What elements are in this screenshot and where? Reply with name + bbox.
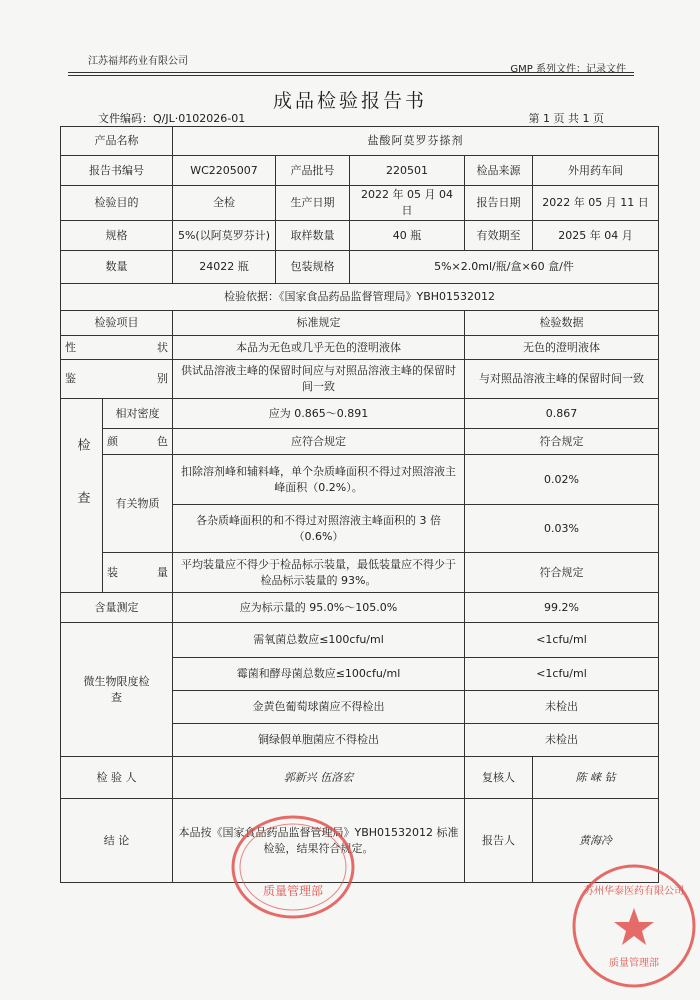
density-row: [61, 399, 659, 429]
product-name-row: [61, 127, 659, 156]
identification-label: 鉴 别: [61, 360, 173, 399]
page-info: 第 1 页 共 1 页: [528, 112, 604, 125]
source-value: 外用药车间: [533, 156, 659, 186]
related-label: 有关物质: [103, 455, 173, 553]
inspector-row: [61, 757, 659, 799]
fill-standard: 平均装量应不得少于检品标示装量，最低装量应不得少于检品标示装量的 93%。: [173, 553, 465, 593]
purpose-label: 检验目的: [61, 186, 173, 221]
assay-standard: 应为标示量的 95.0%～105.0%: [173, 593, 465, 623]
batch-value: 220501: [350, 156, 465, 186]
expiry-label: 有效期至: [465, 221, 533, 251]
col-item: 检验项目: [61, 311, 173, 336]
column-header-row: [61, 311, 659, 336]
color-row: [61, 429, 659, 455]
micro-aerobic-standard: 需氧菌总数应≤100cfu/ml: [173, 623, 465, 658]
report-date-label: 报告日期: [465, 186, 533, 221]
fill-label: 装 量: [103, 553, 173, 593]
appearance-standard: 本品为无色或几乎无色的澄明液体: [173, 336, 465, 360]
report-no-value: WC2205007: [173, 156, 276, 186]
purpose-value: 全检: [173, 186, 276, 221]
header-rule-bottom: [68, 75, 634, 76]
quantity-label: 数量: [61, 251, 173, 284]
file-code: 文件编码：Q/JL·0102026-01: [98, 112, 246, 125]
identification-row: [61, 360, 659, 399]
fill-row: [61, 553, 659, 593]
appearance-row: [61, 336, 659, 360]
micro-staph-standard: 金黄色葡萄球菌应不得检出: [173, 691, 465, 724]
check-label-text: 检查: [74, 437, 90, 544]
report-table: [60, 126, 659, 883]
density-label: 相对密度: [103, 399, 173, 429]
spec-label: 规格: [61, 221, 173, 251]
quantity-row: [61, 251, 659, 284]
star-icon: [614, 908, 654, 945]
report-no-label: 报告书编号: [61, 156, 173, 186]
appearance-result: 无色的澄明液体: [465, 336, 659, 360]
reporter-signature: 黄海冷: [533, 799, 659, 883]
report-date-value: 2022 年 05 月 11 日: [533, 186, 659, 221]
fill-result: 符合规定: [465, 553, 659, 593]
quality-dept-stamp-text: 质量管理部: [262, 884, 324, 898]
sample-qty-label: 取样数量: [276, 221, 350, 251]
product-name-value: 盐酸阿莫罗芬搽剂: [173, 127, 659, 156]
header-rule-top: [68, 72, 634, 73]
source-label: 检品来源: [465, 156, 533, 186]
prod-date-value: 2022 年 05 月 04 日: [350, 186, 465, 221]
inspector-label: 检 验 人: [61, 757, 173, 799]
related-standard-1: 扣除溶剂峰和辅料峰，单个杂质峰面积不得过对照溶液主峰面积（0.2%）。: [173, 455, 465, 505]
appearance-label: 性 状: [61, 336, 173, 360]
doc-type-header: GMP 系列文件：记录文件: [510, 64, 626, 75]
report-no-row: [61, 156, 659, 186]
color-label: 颜 色: [103, 429, 173, 455]
assay-label: 含量测定: [61, 593, 173, 623]
micro-yeast-standard: 霉菌和酵母菌总数应≤100cfu/ml: [173, 658, 465, 691]
purpose-row: [61, 186, 659, 221]
spec-value: 5%(以阿莫罗芬计): [173, 221, 276, 251]
micro-pseudo-standard: 铜绿假单胞菌应不得检出: [173, 724, 465, 757]
micro-staph-result: 未检出: [465, 691, 659, 724]
reviewer-signature: 陈 崃 钻: [533, 757, 659, 799]
product-name-label: 产品名称: [61, 127, 173, 156]
company-seal-text: 苏州华泰医药有限公司: [584, 886, 684, 897]
basis-text: 检验依据：《国家食品药品监督管理局》YBH01532012: [61, 284, 659, 311]
identification-standard: 供试品溶液主峰的保留时间应与对照品溶液主峰的保留时间一致: [173, 360, 465, 399]
quantity-value: 24022 瓶: [173, 251, 276, 284]
conclusion-label: 结 论: [61, 799, 173, 883]
assay-row: [61, 593, 659, 623]
micro-label: 微生物限度检查: [61, 623, 173, 757]
density-standard: 应为 0.865～0.891: [173, 399, 465, 429]
related-standard-2: 各杂质峰面积的和不得过对照溶液主峰面积的 3 倍（0.6%）: [173, 505, 465, 553]
spec-row: [61, 221, 659, 251]
package-label: 包装规格: [276, 251, 350, 284]
check-label: [61, 399, 103, 593]
micro-yeast-result: <1cfu/ml: [465, 658, 659, 691]
prod-date-label: 生产日期: [276, 186, 350, 221]
assay-result: 99.2%: [465, 593, 659, 623]
micro-aerobic-result: <1cfu/ml: [465, 623, 659, 658]
micro-pseudo-result: 未检出: [465, 724, 659, 757]
company-seal-dept-text: 质量管理部: [609, 958, 659, 969]
conclusion-row: [61, 799, 659, 883]
package-value: 5%×2.0ml/瓶/盒×60 盒/件: [350, 251, 659, 284]
basis-row: [61, 284, 659, 311]
related-row-1: [61, 455, 659, 505]
col-result: 检验数据: [465, 311, 659, 336]
reporter-label: 报告人: [465, 799, 533, 883]
company-header: 江苏福邦药业有限公司: [88, 56, 188, 67]
density-result: 0.867: [465, 399, 659, 429]
page-title: 成品检验报告书: [272, 90, 427, 112]
color-standard: 应符合规定: [173, 429, 465, 455]
related-result-2: 0.03%: [465, 505, 659, 553]
conclusion-text: 本品按《国家食品药品监督管理局》YBH01532012 标准检验，结果符合规定。: [173, 799, 465, 883]
reviewer-label: 复核人: [465, 757, 533, 799]
related-result-1: 0.02%: [465, 455, 659, 505]
color-result: 符合规定: [465, 429, 659, 455]
micro-aerobic-row: [61, 623, 659, 658]
expiry-value: 2025 年 04 月: [533, 221, 659, 251]
batch-label: 产品批号: [276, 156, 350, 186]
sample-qty-value: 40 瓶: [350, 221, 465, 251]
identification-result: 与对照品溶液主峰的保留时间一致: [465, 360, 659, 399]
inspector-signature: 郭新兴 伍洛宏: [173, 757, 465, 799]
col-standard: 标准规定: [173, 311, 465, 336]
